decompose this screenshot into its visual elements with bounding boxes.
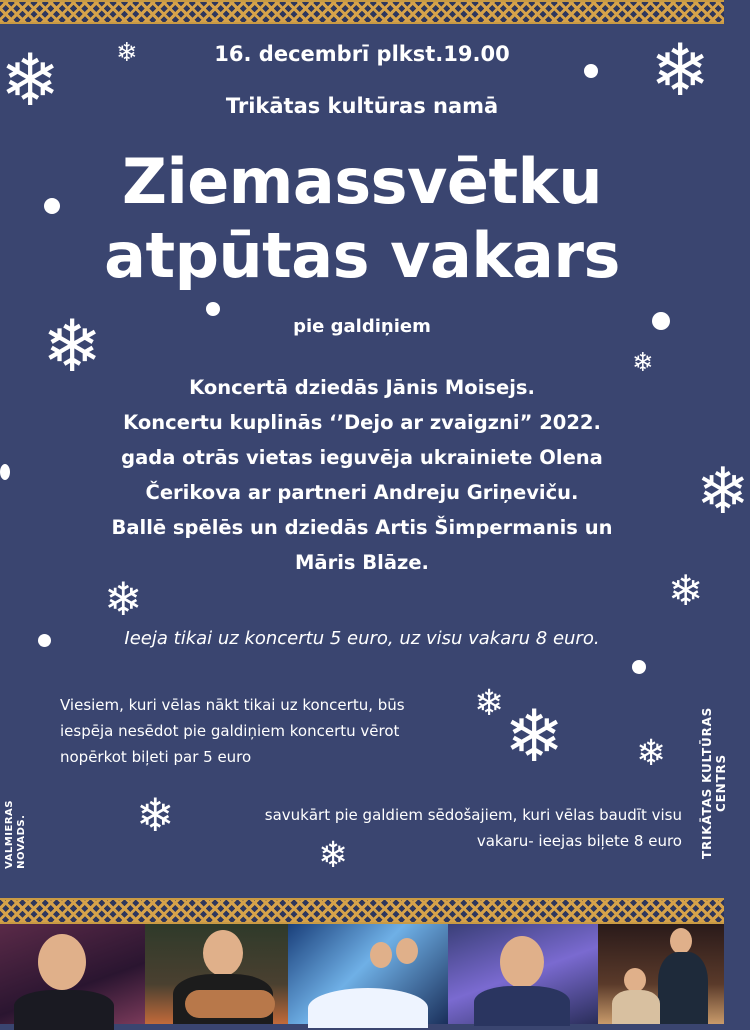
event-title: [0, 145, 724, 293]
program-description: [0, 370, 724, 580]
performer-photo-singer: [0, 924, 145, 1024]
snowflake-icon: ❄: [696, 455, 750, 529]
logo-line: NOVADS.: [16, 814, 27, 869]
event-date-time: 16. decembrī plkst.19.00: [214, 42, 510, 66]
event-title-line2: atpūtas vakars: [104, 219, 620, 292]
program-line: Ballē spēlēs un dziedās Artis Šimpermanis un: [111, 516, 613, 539]
snow-dot: [584, 64, 598, 78]
snowflake-icon: ❄: [42, 304, 103, 388]
program-line: Čerikova ar partneri Andreju Griņeviču.: [145, 481, 579, 504]
note-line: vakaru- ieejas biļete 8 euro: [476, 832, 682, 850]
snowflake-icon: ❄: [504, 694, 565, 778]
performer-photo-dancers: [288, 924, 448, 1024]
snowflake-icon: ❄: [650, 28, 711, 112]
valmieras-novads-logo-text: [4, 800, 34, 869]
snow-dot: [632, 660, 646, 674]
full-evening-note: [212, 802, 682, 854]
program-line: Koncertu kuplinās ‘’Dejo ar zvaigzni” 2022.: [123, 411, 601, 434]
performer-photo-guitarist: [145, 924, 288, 1024]
ticket-price-line: Ieeja tikai uz koncertu 5 euro, uz visu vakaru 8 euro.: [124, 628, 600, 649]
snowflake-icon: ❄: [104, 572, 143, 626]
performer-photo-vocalist: [448, 924, 598, 1024]
snowflake-icon: ❄: [668, 566, 704, 615]
program-line: gada otrās vietas ieguvēja ukrainiete Olena: [121, 446, 603, 469]
snow-dot: [206, 302, 220, 316]
logo-line: VALMIERAS: [4, 800, 15, 869]
event-subtitle: pie galdiņiem: [293, 316, 431, 337]
snowflake-icon: ❄: [318, 835, 349, 876]
top-ornament-band: [0, 0, 724, 24]
program-line: Koncertā dziedās Jānis Moisejs.: [189, 376, 535, 399]
note-line: Viesiem, kuri vēlas nākt tikai uz koncertu, būs: [60, 696, 405, 714]
performer-photo-couple: [598, 924, 724, 1024]
snowflake-icon: ❄: [636, 733, 667, 774]
program-line: Māris Blāze.: [295, 551, 429, 574]
note-line: iespēja nesēdot pie galdiņiem koncertu vērot: [60, 722, 400, 740]
note-line: nopērkot biļeti par 5 euro: [60, 748, 252, 766]
snowflake-icon: ❄: [116, 38, 138, 68]
bottom-ornament-band: [0, 898, 724, 924]
organizer-name: TRIKĀTAS KULTŪRAS CENTRS: [700, 706, 728, 860]
snowflake-icon: ❄: [136, 788, 175, 842]
note-line: savukārt pie galdiem sēdošajiem, kuri vēlas baudīt visu: [264, 806, 682, 824]
concert-only-note: [60, 692, 460, 770]
event-venue: Trikātas kultūras namā: [225, 94, 499, 118]
event-title-line1: Ziemassvētku: [122, 145, 602, 218]
snowflake-icon: ❄: [474, 683, 505, 724]
snowflake-icon: ❄: [0, 38, 61, 122]
performer-photo-strip: [0, 924, 724, 1024]
snowflake-icon: ❄: [632, 348, 654, 378]
